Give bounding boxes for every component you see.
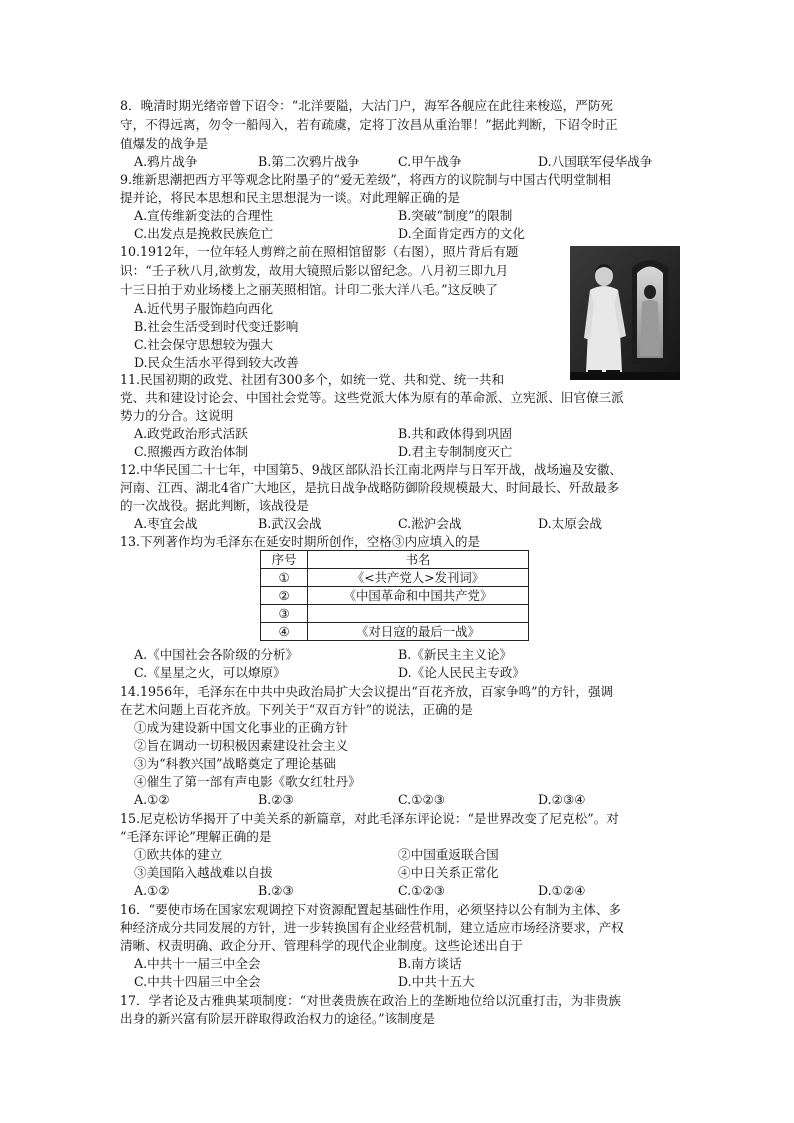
q12-line-3: 的一次战役。据此判断，该战役是: [120, 498, 309, 513]
table-row: [261, 569, 529, 587]
table-cell-title: 《对日寇的最后一战》: [308, 623, 529, 641]
q8-option-d: D.八国联军侵华战争: [538, 154, 653, 169]
q14-option-a: A.①②: [134, 792, 170, 807]
q8-option-b: B.第二次鸦片战争: [258, 154, 360, 169]
q14-line-2: 在艺术问题上百花齐放。下列关于“双百方针”的说法，正确的是: [120, 702, 473, 717]
q8-line-2: 守，不得远离，勿令一船闯入，若有疏虞，定将丁汝昌从重治罪！”据此判断，下诏令时正: [120, 117, 618, 132]
q9-option-b: B.突破“制度”的限制: [398, 208, 513, 223]
table-row: [261, 623, 529, 641]
q15-line-1: 15.尼克松访华揭开了中美关系的新篇章，对此毛泽东评论说：“是世界改变了尼克松”。对: [120, 811, 619, 826]
q9-line-1: 9.维新思潮把西方平等观念比附墨子的“爱无差级”，将西方的议院制与中国古代明堂制相: [120, 172, 611, 187]
q10-option-b: B.社会生活受到时代变迁影响: [134, 319, 299, 334]
q8-option-a: A.鸦片战争: [134, 154, 198, 169]
q9-option-a: A.宣传维新变法的合理性: [134, 208, 274, 223]
q14-option-c: C.①②③: [398, 792, 446, 807]
q12-option-d: D.太原会战: [538, 516, 603, 531]
q11-option-c: C.照搬西方政治体制: [134, 444, 248, 459]
q15-option-c: C.①②③: [398, 883, 446, 898]
q11-option-d: D.君主专制制度灭亡: [398, 444, 513, 459]
q12-option-a: A.枣宜会战: [134, 516, 198, 531]
q16-option-b: B.南方谈话: [398, 956, 462, 971]
q13-table: [260, 550, 529, 641]
q10-line-1: 10.1912年，一位年轻人剪辫之前在照相馆留影（右图），照片背后有题: [120, 244, 519, 259]
table-cell-index: ③: [261, 605, 308, 623]
q14-item-2: ②旨在调动一切积极因素建设社会主义: [134, 738, 349, 753]
q14-option-b: B.②③: [258, 792, 294, 807]
q15-option-d: D.①②④: [538, 883, 586, 898]
portrait-photo-drawing: [570, 246, 680, 380]
q12-option-c: C.淞沪会战: [398, 516, 462, 531]
q10-line-3: 十三日拍于劝业场楼上之丽芙照相馆。计印二张大洋八毛。”这反映了: [120, 282, 498, 297]
q8-option-c: C.甲午战争: [398, 154, 462, 169]
q11-line-3: 势力的分合。这说明: [120, 408, 234, 423]
table-cell-index: ②: [261, 587, 308, 605]
q12-option-b: B.武汉会战: [258, 516, 322, 531]
q14-item-4: ④催生了第一部有声电影《歌女红牡丹》: [134, 774, 361, 789]
q16-option-c: C.中共十四届三中全会: [134, 974, 261, 989]
q15-item-3: ③美国陷入越战难以自拔: [134, 865, 273, 880]
q10-option-c: C.社会保守思想较为强大: [134, 337, 274, 352]
q9-option-d: D.全面肯定西方的文化: [398, 226, 525, 241]
q15-item-4: ④中日关系正常化: [398, 865, 499, 880]
table-header-index: 序号: [261, 551, 308, 569]
q14-option-d: D.②③④: [538, 792, 586, 807]
q8-line-3: 值爆发的战争是: [120, 136, 209, 151]
q10-option-d: D.民众生活水平得到较大改善: [134, 355, 299, 370]
q11-line-2: 党、共和建设讨论会、中国社会党等。这些党派大体为原有的革命派、立宪派、旧官僚三派: [120, 390, 624, 405]
q9-option-c: C.出发点是挽救民族危亡: [134, 226, 274, 241]
table-cell-index: ④: [261, 623, 308, 641]
q15-option-b: B.②③: [258, 883, 294, 898]
q16-line-2: 种经济成分共同发展的方针，进一步转换国有企业经营机制，建立适应市场经济要求，产权: [120, 920, 624, 935]
table-row: [261, 605, 529, 623]
q13-option-a: A.《中国社会各阶级的分析》: [134, 647, 299, 662]
q16-line-3: 清晰、权责明确、政企分开、管理科学的现代企业制度。这些论述出自于: [120, 938, 523, 953]
q12-line-1: 12.中华民国二十七年，中国第5、9战区部队沿长江南北两岸与日军开战，战场遍及安徽、: [120, 462, 623, 477]
table-cell-title: 《中国革命和中国共产党》: [308, 587, 529, 605]
q15-item-2: ②中国重返联合国: [398, 847, 499, 862]
table-header-row: [261, 551, 529, 569]
q12-line-2: 河南、江西、湖北4省广大地区，是抗日战争战略防御阶段规模最大、时间最长、歼敌最多: [120, 480, 620, 495]
q14-item-1: ①成为建设新中国文化事业的正确方针: [134, 720, 349, 735]
table-cell-index: ①: [261, 569, 308, 587]
q16-line-1: 16．“要使市场在国家宏观调控下对资源配置起基础性作用，必须坚持以公有制为主体、多: [120, 902, 622, 917]
q9-line-2: 提并论，将民本思想和民主思想混为一谈。对此理解正确的是: [120, 190, 461, 205]
q17-line-1: 17．学者论及古雅典某项制度：“对世袭贵族在政治上的垄断地位给以沉重打击，为非贵族: [120, 993, 622, 1008]
q13-option-d: D.《论人民民主专政》: [398, 665, 525, 680]
q13-line-1: 13.下列著作均为毛泽东在延安时期所创作，空格③内应填入的是: [120, 534, 481, 549]
q8-line-1: 8．晚清时期光绪帝曾下诏令：“北洋要隘，大沽门户，海军各舰应在此往来梭巡，严防死: [120, 98, 614, 113]
q10-option-a: A.近代男子服饰趋向西化: [134, 301, 274, 316]
table-row: [261, 587, 529, 605]
portrait-photo: [570, 246, 680, 380]
q14-item-3: ③为“科教兴国”战略奠定了理论基础: [134, 756, 336, 771]
q15-option-a: A.①②: [134, 883, 170, 898]
q11-option-a: A.政党政治形式活跃: [134, 426, 248, 441]
q13-option-c: C.《星星之火，可以燎原》: [134, 665, 286, 680]
table-header-title: 书名: [308, 551, 529, 569]
q13-option-b: B.《新民主主义论》: [398, 647, 513, 662]
q16-option-a: A.中共十一届三中全会: [134, 956, 261, 971]
q11-option-b: B.共和政体得到巩固: [398, 426, 513, 441]
q16-option-d: D.中共十五大: [398, 974, 475, 989]
table-cell-title: 《<共产党人>发刊词》: [308, 569, 529, 587]
q10-line-2: 识：“壬子秋八月,欲剪发，故用大镜照后影以留纪念。八月初三即九月: [120, 263, 509, 278]
q14-line-1: 14.1956年，毛泽东在中共中央政治局扩大会议提出“百花齐放，百家争鸣”的方针，强调: [120, 684, 614, 699]
q17-line-2: 出身的新兴富有阶层开辟取得政治权力的途径。”该制度是: [120, 1011, 435, 1026]
q11-line-1: 11.民国初期的政党、社团有300多个，如统一党、共和党、统一共和: [120, 372, 505, 387]
table-cell-title: [308, 605, 529, 623]
q15-line-2: “毛泽东评论”理解正确的是: [120, 829, 272, 844]
q15-item-1: ①欧共体的建立: [134, 847, 223, 862]
